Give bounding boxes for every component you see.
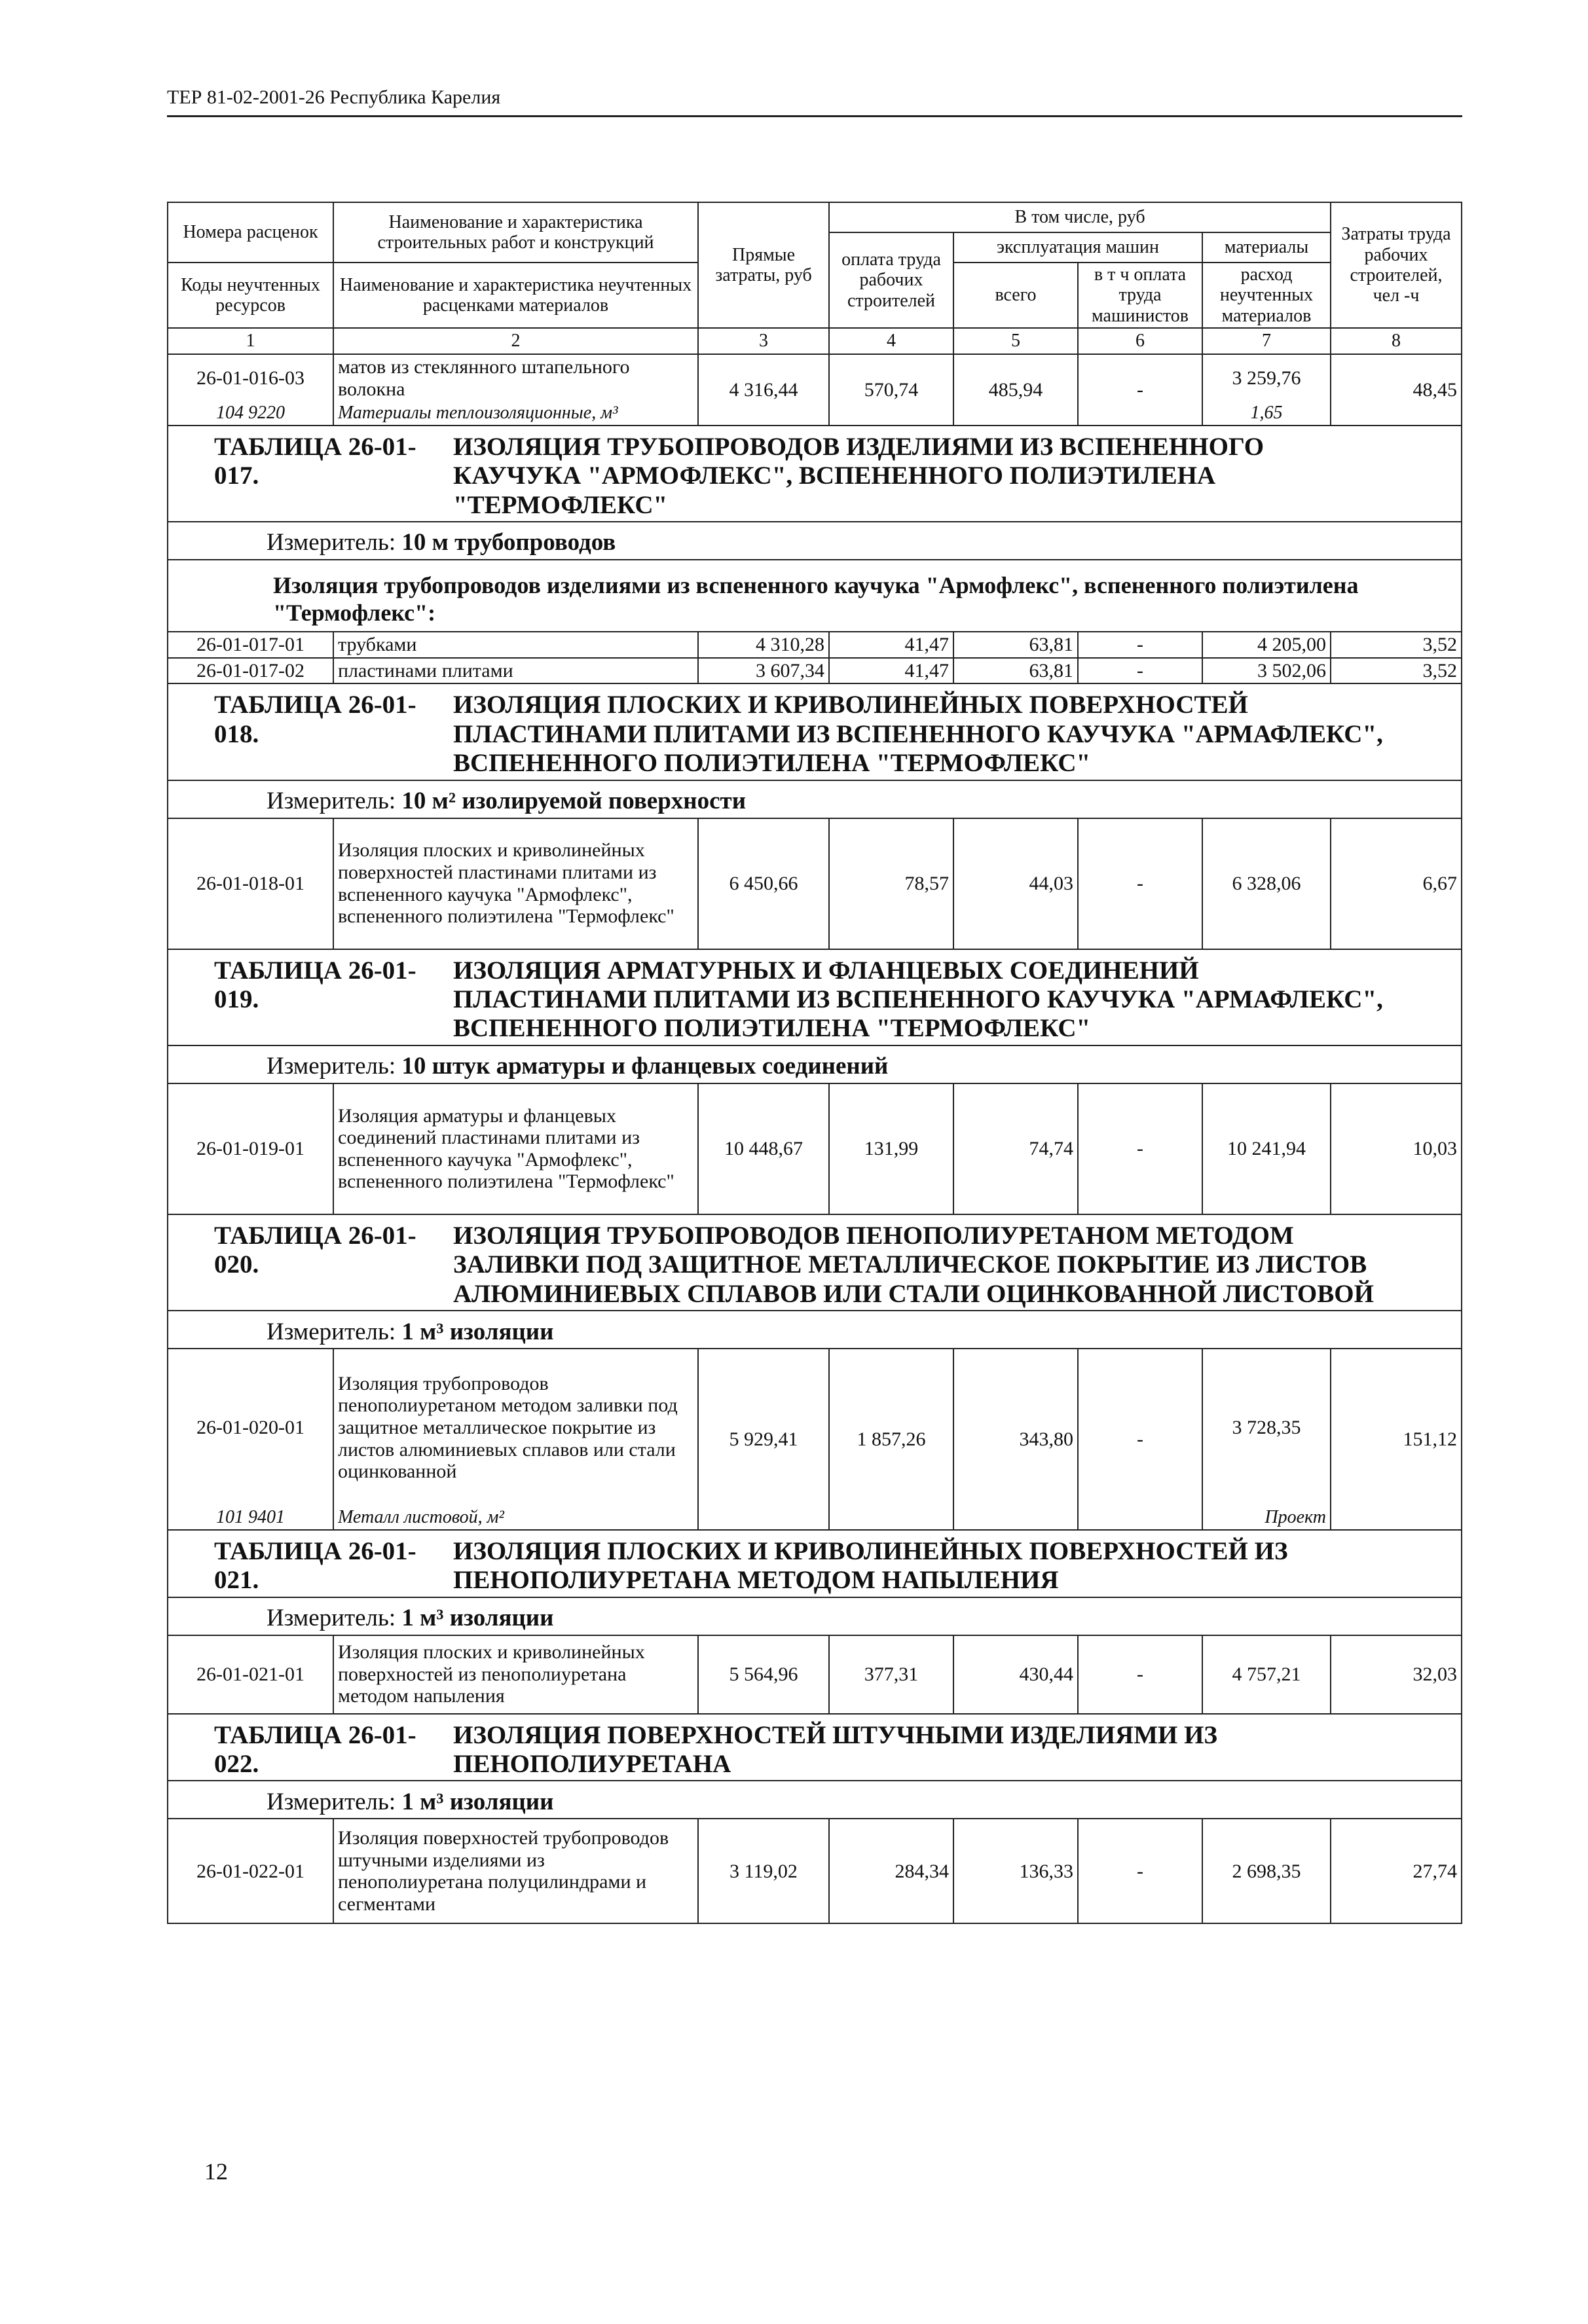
table-title-text: ИЗОЛЯЦИЯ ТРУБОПРОВОДОВ ИЗДЕЛИЯМИ ИЗ ВСПЕНЕННОГО КАУЧУКА "АРМОФЛЕКС", ВСПЕНЕННОГО ПОЛИЭТИЛЕНА "ТЕРМОФЛЕКС" (453, 432, 1265, 519)
resource-code: 104 9220 (168, 401, 333, 425)
meter-value: 1 м³ изоляции (401, 1788, 554, 1815)
labor-hours: 32,03 (1331, 1635, 1462, 1714)
table-label: ТАБЛИЦА 26-01-022. (214, 1720, 416, 1778)
machine-cost: 74,74 (953, 1083, 1078, 1214)
hdr-group-materials: материалы (1202, 232, 1331, 263)
machine-labor-cost: - (1078, 1349, 1202, 1529)
table-label: ТАБЛИЦА 26-01-021. (214, 1536, 416, 1595)
table-row (168, 1819, 1462, 1923)
rate-code: 26-01-019-01 (168, 1083, 333, 1214)
hdr-col3: Прямые затраты, руб (698, 202, 829, 328)
rate-code: 26-01-016-03 (168, 354, 333, 401)
col-number: 5 (953, 328, 1078, 354)
rate-name: пластинами плитами (333, 658, 698, 684)
table-label: ТАБЛИЦА 26-01-017. (214, 432, 416, 490)
table-label: ТАБЛИЦА 26-01-018. (214, 691, 416, 748)
machine-cost: 136,33 (953, 1819, 1078, 1923)
labor-cost: 41,47 (829, 658, 953, 684)
direct-cost: 3 607,34 (698, 658, 829, 684)
table-title (168, 1530, 1462, 1597)
table-title-text: ИЗОЛЯЦИЯ ПОВЕРХНОСТЕЙ ШТУЧНЫМИ ИЗДЕЛИЯМИ ИЗ ПЕНОПОЛИУРЕТАНА (453, 1720, 1218, 1778)
table-title-text: ИЗОЛЯЦИЯ ПЛОСКИХ И КРИВОЛИНЕЙНЫХ ПОВЕРХНОСТЕЙ ИЗ ПЕНОПОЛИУРЕТАНА МЕТОДОМ НАПЫЛЕНИЯ (453, 1536, 1288, 1595)
table-title-text: ИЗОЛЯЦИЯ ПЛОСКИХ И КРИВОЛИНЕЙНЫХ ПОВЕРХНОСТЕЙ ПЛАСТИНАМИ ПЛИТАМИ ИЗ ВСПЕНЕННОГО КАУЧУКА "АРМАФЛЕКС", ВСПЕНЕННОГО ПОЛИЭТИЛЕНА "ТЕРМОФЛЕКС" (453, 691, 1383, 778)
material-cost: 4 757,21 (1202, 1635, 1331, 1714)
table-meter (168, 1045, 1462, 1083)
table-title (168, 683, 1462, 780)
table-meter (168, 1597, 1462, 1635)
direct-cost: 5 929,41 (698, 1349, 829, 1529)
material-cost: 10 241,94 (1202, 1083, 1331, 1214)
resource-code: 101 9401 (168, 1506, 333, 1529)
rate-code: 26-01-021-01 (168, 1635, 333, 1714)
table-title-text: ИЗОЛЯЦИЯ АРМАТУРНЫХ И ФЛАНЦЕВЫХ СОЕДИНЕНИЙ ПЛАСТИНАМИ ПЛИТАМИ ИЗ ВСПЕНЕННОГО КАУЧУКА "АРМАФЛЕКС", ВСПЕНЕННОГО ПОЛИЭТИЛЕНА "ТЕРМОФЛЕКС" (453, 956, 1383, 1043)
hdr-col6: в т ч оплата труда машинистов (1078, 263, 1202, 328)
machine-labor-cost: - (1078, 354, 1202, 426)
machine-cost: 63,81 (953, 658, 1078, 684)
machine-labor-cost: - (1078, 1083, 1202, 1214)
labor-hours: 151,12 (1331, 1349, 1462, 1529)
price-table (167, 202, 1462, 1924)
hdr-col7: расход неучтенных материалов (1202, 263, 1331, 328)
meter-value: 1 м³ изоляции (401, 1318, 554, 1345)
rate-name: Изоляция трубопроводов пенополиуретаном методом заливки под защитное металлическое покрытие из листов алюминиевых сплавов или стали оцинкованной (333, 1349, 698, 1506)
col-number: 6 (1078, 328, 1202, 354)
hdr-col1-bottom: Коды неучтенных ресурсов (168, 263, 333, 328)
table-label: ТАБЛИЦА 26-01-019. (214, 956, 416, 1013)
table-title (168, 949, 1462, 1045)
rate-name: Изоляция плоских и криволинейных поверхностей пластинами плитами из вспененного каучука "Армофлекс", вспененного полиэтилена "Термофлекс" (333, 818, 698, 949)
rate-name: Изоляция поверхностей трубопроводов штучными изделиями из пенополиуретана полуцилиндрами и сегментами (333, 1819, 698, 1923)
direct-cost: 3 119,02 (698, 1819, 829, 1923)
rate-name: Изоляция арматуры и фланцевых соединений пластинами плитами из вспененного каучука "Армофлекс", вспененного полиэтилена "Термофлекс" (333, 1083, 698, 1214)
labor-cost: 570,74 (829, 354, 953, 426)
meter-label: Измеритель: (267, 1604, 396, 1631)
table-row (168, 658, 1462, 684)
rate-name: матов из стеклянного штапельного волокна (333, 354, 698, 401)
labor-cost: 78,57 (829, 818, 953, 949)
material-cost: 3 502,06 (1202, 658, 1331, 684)
meter-label: Измеритель: (267, 529, 396, 556)
resource-value: Проект (1202, 1506, 1331, 1529)
resource-name: Материалы теплоизоляционные, м³ (333, 401, 698, 425)
table-meter (168, 1311, 1462, 1349)
labor-cost: 131,99 (829, 1083, 953, 1214)
material-cost: 2 698,35 (1202, 1819, 1331, 1923)
machine-cost: 343,80 (953, 1349, 1078, 1529)
col-number: 7 (1202, 328, 1331, 354)
col-number: 3 (698, 328, 829, 354)
table-row (168, 1635, 1462, 1714)
rate-code: 26-01-022-01 (168, 1819, 333, 1923)
table-row (168, 818, 1462, 949)
labor-hours: 27,74 (1331, 1819, 1462, 1923)
rate-code: 26-01-017-02 (168, 658, 333, 684)
header-rule (167, 115, 1462, 117)
resource-value: 1,65 (1202, 401, 1331, 425)
hdr-col8: Затраты труда рабочих строителей, чел -ч (1331, 202, 1462, 328)
machine-labor-cost: - (1078, 818, 1202, 949)
rate-code: 26-01-020-01 (168, 1349, 333, 1506)
col-number: 2 (333, 328, 698, 354)
hdr-col4: оплата труда рабочих строителей (829, 232, 953, 328)
meter-value: 10 м трубопроводов (401, 529, 616, 556)
table-meter (168, 780, 1462, 818)
meter-value: 1 м³ изоляции (401, 1604, 554, 1631)
table-row (168, 1349, 1462, 1506)
resource-name: Металл листовой, м² (333, 1506, 698, 1529)
group-title: Изоляция трубопроводов изделиями из вспененного каучука "Армофлекс", вспененного полиэтилена "Термофлекс": (168, 560, 1462, 632)
table-meter (168, 522, 1462, 560)
meter-label: Измеритель: (267, 1318, 396, 1345)
machine-labor-cost: - (1078, 658, 1202, 684)
machine-labor-cost: - (1078, 1635, 1202, 1714)
page-number: 12 (204, 2158, 228, 2185)
col-number: 4 (829, 328, 953, 354)
direct-cost: 5 564,96 (698, 1635, 829, 1714)
table-meter (168, 1781, 1462, 1819)
hdr-col5: всего (953, 263, 1078, 328)
labor-cost: 284,34 (829, 1819, 953, 1923)
direct-cost: 10 448,67 (698, 1083, 829, 1214)
table-row (168, 632, 1462, 658)
col-number: 8 (1331, 328, 1462, 354)
direct-cost: 6 450,66 (698, 818, 829, 949)
machine-labor-cost: - (1078, 632, 1202, 658)
labor-hours: 3,52 (1331, 658, 1462, 684)
machine-cost: 430,44 (953, 1635, 1078, 1714)
labor-hours: 6,67 (1331, 818, 1462, 949)
col-number: 1 (168, 328, 333, 354)
labor-cost: 41,47 (829, 632, 953, 658)
meter-value: 10 м² изолируемой поверхности (401, 787, 747, 814)
hdr-group-machines: эксплуатация машин (953, 232, 1202, 263)
machine-cost: 485,94 (953, 354, 1078, 426)
labor-hours: 10,03 (1331, 1083, 1462, 1214)
meter-label: Измеритель: (267, 1053, 396, 1080)
machine-cost: 44,03 (953, 818, 1078, 949)
material-cost: 4 205,00 (1202, 632, 1331, 658)
rate-name: трубками (333, 632, 698, 658)
hdr-col2-bottom: Наименование и характеристика неучтенных расценками материалов (333, 263, 698, 328)
meter-label: Измеритель: (267, 1788, 396, 1815)
labor-hours: 48,45 (1331, 354, 1462, 426)
rate-code: 26-01-018-01 (168, 818, 333, 949)
hdr-col2-top: Наименование и характеристика строительных работ и конструкций (333, 202, 698, 263)
material-cost: 6 328,06 (1202, 818, 1331, 949)
table-row (168, 354, 1462, 401)
labor-hours: 3,52 (1331, 632, 1462, 658)
rate-code: 26-01-017-01 (168, 632, 333, 658)
material-cost: 3 259,76 (1202, 354, 1331, 401)
table-title (168, 426, 1462, 522)
meter-value: 10 штук арматуры и фланцевых соединений (401, 1053, 889, 1080)
table-row (168, 1083, 1462, 1214)
direct-cost: 4 310,28 (698, 632, 829, 658)
table-title (168, 1214, 1462, 1311)
meter-label: Измеритель: (267, 787, 396, 814)
labor-cost: 377,31 (829, 1635, 953, 1714)
material-cost: 3 728,35 (1202, 1349, 1331, 1506)
labor-cost: 1 857,26 (829, 1349, 953, 1529)
table-title (168, 1714, 1462, 1781)
direct-cost: 4 316,44 (698, 354, 829, 426)
machine-labor-cost: - (1078, 1819, 1202, 1923)
table-label: ТАБЛИЦА 26-01-020. (214, 1221, 416, 1279)
hdr-group-incl: В том числе, руб (829, 202, 1331, 232)
hdr-col1-top: Номера расценок (168, 202, 333, 263)
machine-cost: 63,81 (953, 632, 1078, 658)
rate-name: Изоляция плоских и криволинейных поверхностей из пенополиуретана методом напыления (333, 1635, 698, 1714)
page-header: ТЕР 81-02-2001-26 Республика Карелия (167, 86, 501, 108)
table-title-text: ИЗОЛЯЦИЯ ТРУБОПРОВОДОВ ПЕНОПОЛИУРЕТАНОМ МЕТОДОМ ЗАЛИВКИ ПОД ЗАЩИТНОЕ МЕТАЛЛИЧЕСКОЕ ПОКРЫТИЕ ИЗ ЛИСТОВ АЛЮМИНИЕВЫХ СПЛАВОВ ИЛИ СТАЛИ ОЦИНКОВАННОЙ ЛИСТОВОЙ (453, 1221, 1374, 1308)
